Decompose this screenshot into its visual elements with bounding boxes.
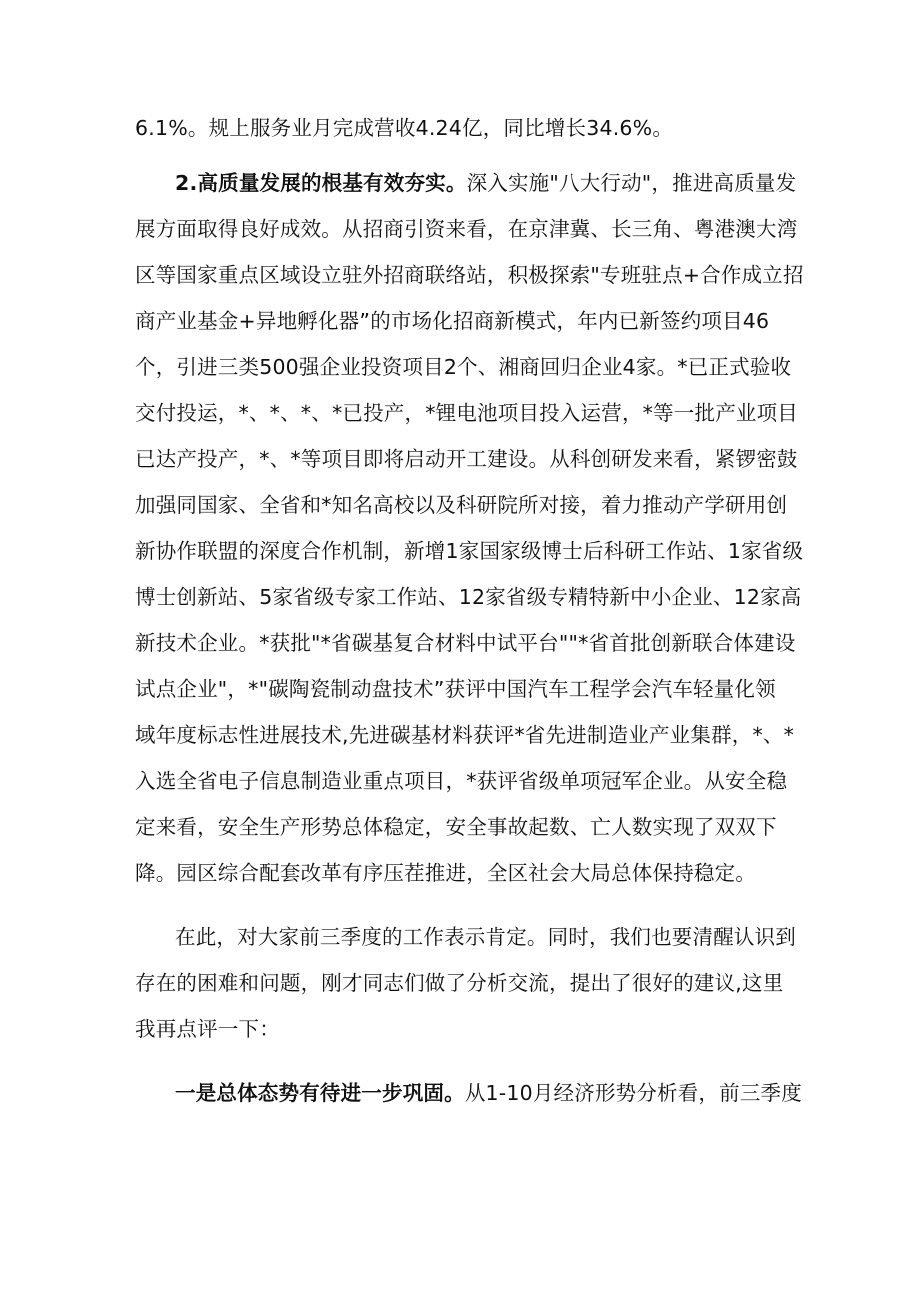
para2-line-3: 区等国家重点区域设立驻外招商联络站，积极探索"专班驻点+合作成立招 <box>135 263 804 287</box>
para2-line-12: 试点企业"，*"碳陶瓷制动盘技术”获评中国汽车工程学会汽车轻量化领 <box>135 677 776 701</box>
para3-line-3: 我再点评一下： <box>135 1017 280 1041</box>
para2-line-16: 降。园区综合配套改革有序压茬推进，全区社会大局总体保持稳定。 <box>135 861 756 885</box>
para4-line-1-text: 从1-10月经济形势分析看，前三季度 <box>464 1081 802 1105</box>
para2-line-6: 交付投运，*、*、*、*已投产，*锂电池项目投入运营，*等一批产业项目 <box>135 401 798 425</box>
para2-line-7: 已达产投产，*、*等项目即将启动开工建设。从科创研发来看，紧锣密鼓 <box>135 447 798 471</box>
para2-line-4: 商产业基金+异地孵化器”的市场化招商新模式，年内已新签约项目46 <box>135 309 770 333</box>
para2-line-15: 定来看，安全生产形势总体稳定，安全事故起数、亡人数实现了双双下 <box>135 815 777 839</box>
para4-heading: 一是总体态势有待进一步巩固。 <box>175 1081 465 1105</box>
para2-line-11: 新技术企业。*获批"*省碳基复合材料中试平台""*省首批创新联合体建设 <box>135 631 796 655</box>
para1-line-1: 6.1%。规上服务业月完成营收4.24亿，同比增长34.6%。 <box>135 116 674 140</box>
para2-line-9: 新协作联盟的深度合作机制，新增1家国家级博士后科研工作站、1家省级 <box>135 539 804 563</box>
para2-line-1 <box>175 168 796 198</box>
para3-line-2: 存在的困难和问题，刚才同志们做了分析交流，提出了很好的建议,这里 <box>135 971 784 995</box>
para4-line-1 <box>175 1078 802 1108</box>
para2-line-10: 博士创新站、5家省级专家工作站、12家省级专精特新中小企业、12家高 <box>135 585 802 609</box>
para2-line-2: 展方面取得良好成效。从招商引资来看，在京津冀、长三角、粤港澳大湾 <box>135 217 798 241</box>
para3-line-1: 在此，对大家前三季度的工作表示肯定。同时，我们也要清醒认识到 <box>175 925 796 949</box>
para2-line-5: 个，引进三类500强企业投资项目2个、湘商回归企业4家。*已正式验收 <box>135 355 792 379</box>
para2-line-14: 入选全省电子信息制造业重点项目，*获评省级单项冠军企业。从安全稳 <box>135 769 788 793</box>
para2-heading: 2.高质量发展的根基有效夯实。 <box>175 171 467 195</box>
para2-line-13: 域年度标志性进展技术,先进碳基材料获评*省先进制造业产业集群，*、* <box>135 723 795 747</box>
para2-line-1-text: 深入实施"八大行动"，推进高质量发 <box>466 171 797 195</box>
para2-line-8: 加强同国家、全省和*知名高校以及科研院所对接，着力推动产学研用创 <box>135 493 788 517</box>
